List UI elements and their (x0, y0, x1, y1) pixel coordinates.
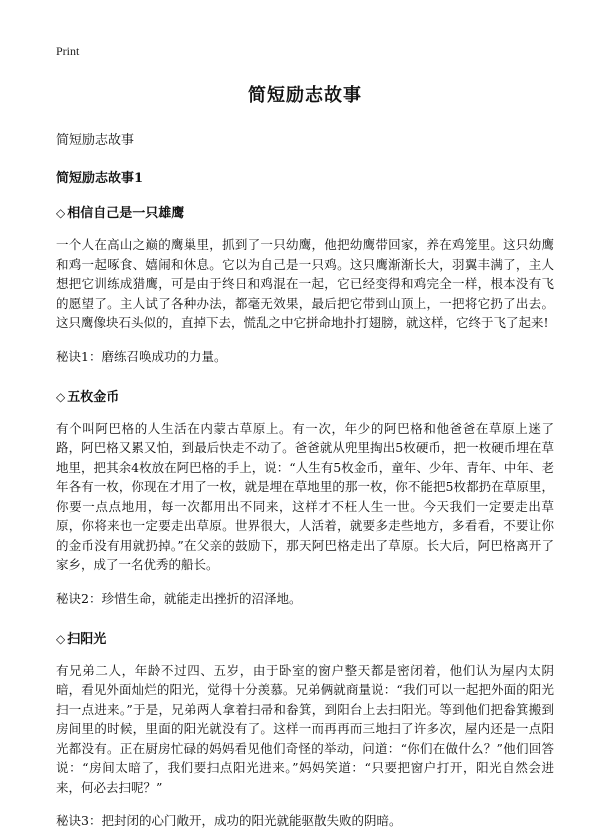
section-heading-text: 五枚金币 (67, 390, 119, 405)
diamond-bullet-icon: ◇ (56, 390, 65, 404)
document-subtitle: 简短励志故事 (56, 129, 554, 148)
story-paragraph: 有个叫阿巴格的人生活在内蒙古草原上。有一次，年少的阿巴格和他爸爸在草原上迷了路，阿巴格又累又怕，到最后快走不动了。爸爸就从兜里掏出5枚硬币，把一枚硬币埋在草地里，把其余4枚放在阿巴格的手上，说：“人生有5枚金币，童年、少年、青年、中年、老年各有一枚，你现在才用了一枚，就是埋在草地里的那一枚，你不能把5枚都扔在草原里，你要一点点地用，每一次都用出不同来，这样才不枉人生一世。今天我们一定要走出草原，你将来也一定要走出草原。世界很大，人活着，就要多走些地方，多看看，不要让你的金币没有用就扔掉。”在父亲的鼓励下，那天阿巴格走出了草原。长大后，阿巴格离开了家乡，成了一名优秀的船长。 (56, 419, 554, 575)
tip-line: 秘诀1：磨练召唤成功的力量。 (56, 347, 554, 366)
section-heading (56, 202, 554, 221)
diamond-bullet-icon: ◇ (56, 206, 65, 220)
section-heading-text: 扫阳光 (67, 632, 106, 647)
story-paragraph: 有兄弟二人，年龄不过四、五岁，由于卧室的窗户整天都是密闭着，他们认为屋内太阴暗，看见外面灿烂的阳光，觉得十分羡慕。兄弟俩就商量说：“我们可以一起把外面的阳光扫一点进来。”于是，兄弟两人拿着扫帚和畚箕，到阳台上去扫阳光。等到他们把畚箕搬到房间里的时候，里面的阳光就没有了。这样一而再再而三地扫了许多次，屋内还是一点阳光都没有。正在厨房忙碌的妈妈看见他们奇怪的举动，问道：“你们在做什么？”他们回答说：“房间太暗了，我们要扫点阳光进来。”妈妈笑道：“只要把窗户打开，阳光自然会进来，何必去扫呢？” (56, 661, 554, 798)
section-eagle (56, 202, 554, 366)
page-title: 简短励志故事 (56, 81, 554, 107)
tip-line: 秘诀3：把封闭的心门敞开，成功的阳光就能驱散失败的阴暗。 (56, 811, 554, 830)
story-paragraph: 一个人在高山之巅的鹰巢里，抓到了一只幼鹰，他把幼鹰带回家，养在鸡笼里。这只幼鹰和鸡一起啄食、嬉闹和休息。它以为自己是一只鸡。这只鹰渐渐长大，羽翼丰满了，主人想把它训练成猎鹰，可是由于终日和鸡混在一起，它已经变得和鸡完全一样，根本没有飞的愿望了。主人试了各种办法，都毫无效果，最后把它带到山顶上，一把将它扔了出去。这只鹰像块石头似的，直掉下去，慌乱之中它拼命地扑打翅膀，就这样，它终于飞了起来! (56, 235, 554, 333)
section-heading (56, 386, 554, 405)
story-heading: 简短励志故事1 (56, 167, 554, 186)
section-heading (56, 628, 554, 647)
section-coins (56, 386, 554, 608)
tip-line: 秘诀2：珍惜生命，就能走出挫折的沼泽地。 (56, 589, 554, 608)
diamond-bullet-icon: ◇ (56, 632, 65, 646)
section-sunlight (56, 628, 554, 830)
print-link[interactable]: Print (56, 44, 554, 59)
section-heading-text: 相信自己是一只雄鹰 (67, 206, 184, 221)
